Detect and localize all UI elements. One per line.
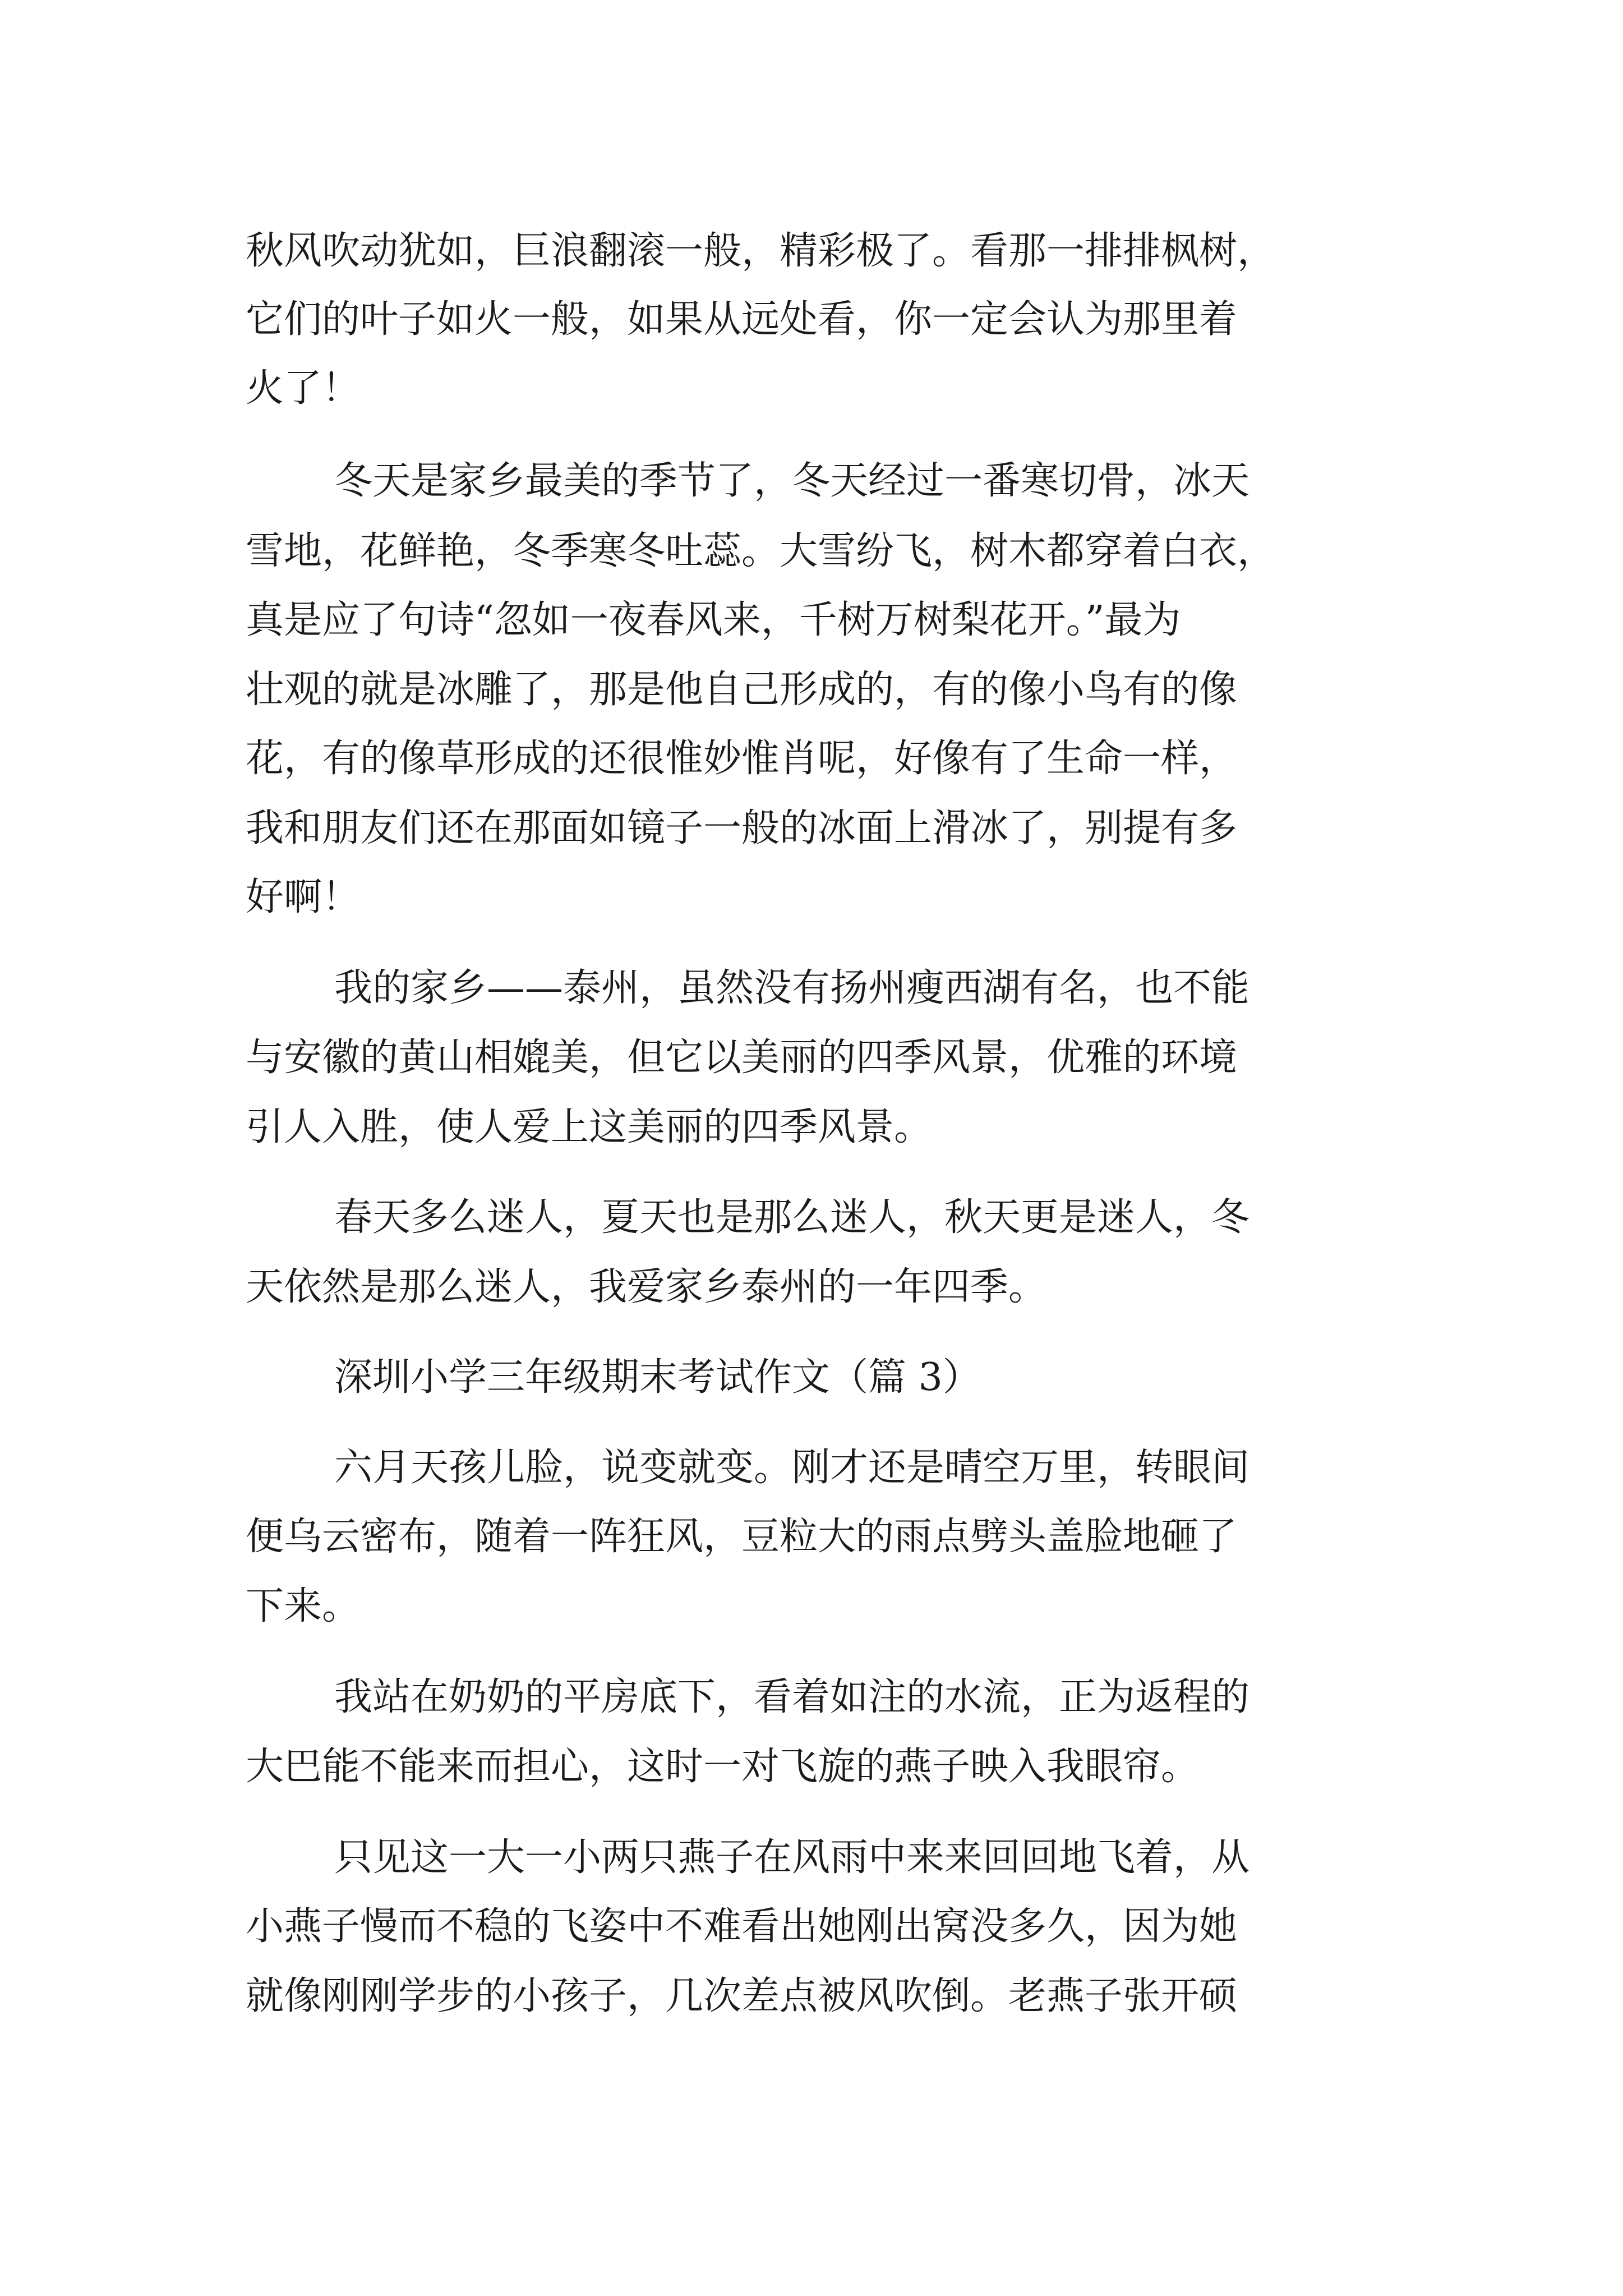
text-line: 六月天孩儿脸，说变就变。刚才还是晴空万里，转眼间 [334,1446,1250,1490]
text-line: 冬天是家乡最美的季节了，冬天经过一番寒切骨，冰天 [334,459,1250,503]
text-line: 我的家乡——泰州，虽然没有扬州瘦西湖有名，也不能 [334,966,1250,1010]
section-heading: 深圳小学三年级期末考试作文（篇 3） [334,1355,981,1400]
text-line: 大巴能不能来而担心，这时一对飞旋的燕子映入我眼帘。 [246,1745,1200,1789]
text-line: 它们的叶子如火一般，如果从远处看，你一定会认为那里着 [246,297,1238,342]
text-line: 就像刚刚学步的小孩子，几次差点被风吹倒。老燕子张开硕 [246,1974,1238,2018]
text-line: 秋风吹动犹如，巨浪翻滚一般，精彩极了。看那一排排枫树， [246,229,1276,273]
text-line: 便乌云密布，随着一阵狂风，豆粒大的雨点劈头盖脸地砸了 [246,1515,1238,1559]
text-line: 我站在奶奶的平房底下，看着如注的水流，正为返程的 [334,1675,1250,1719]
text-line: 引人入胜，使人爱上这美丽的四季风景。 [246,1105,933,1149]
text-line: 春天多么迷人，夏天也是那么迷人，秋天更是迷人，冬 [334,1195,1250,1240]
text-line: 与安徽的黄山相媲美，但它以美丽的四季风景，优雅的环境 [246,1036,1238,1080]
text-line: 好啊！ [246,875,361,919]
text-line: 火了！ [246,366,361,411]
text-line: 壮观的就是冰雕了，那是他自己形成的，有的像小鸟有的像 [246,668,1238,712]
text-line: 下来。 [246,1584,361,1628]
text-line: 只见这一大一小两只燕子在风雨中来来回回地飞着，从 [334,1835,1250,1880]
text-line: 天依然是那么迷人，我爱家乡泰州的一年四季。 [246,1265,1047,1309]
text-line: 我和朋友们还在那面如镜子一般的冰面上滑冰了，别提有多 [246,806,1238,850]
text-line: 花，有的像草形成的还很惟妙惟肖呢，好像有了生命一样， [246,737,1238,781]
text-line: 真是应了句诗“忽如一夜春风来，千树万树梨花开。”最为 [246,598,1181,642]
text-line: 雪地，花鲜艳，冬季寒冬吐蕊。大雪纷飞，树木都穿着白衣， [246,529,1276,573]
text-line: 小燕子慢而不稳的飞姿中不难看出她刚出窝没多久，因为她 [246,1904,1238,1949]
